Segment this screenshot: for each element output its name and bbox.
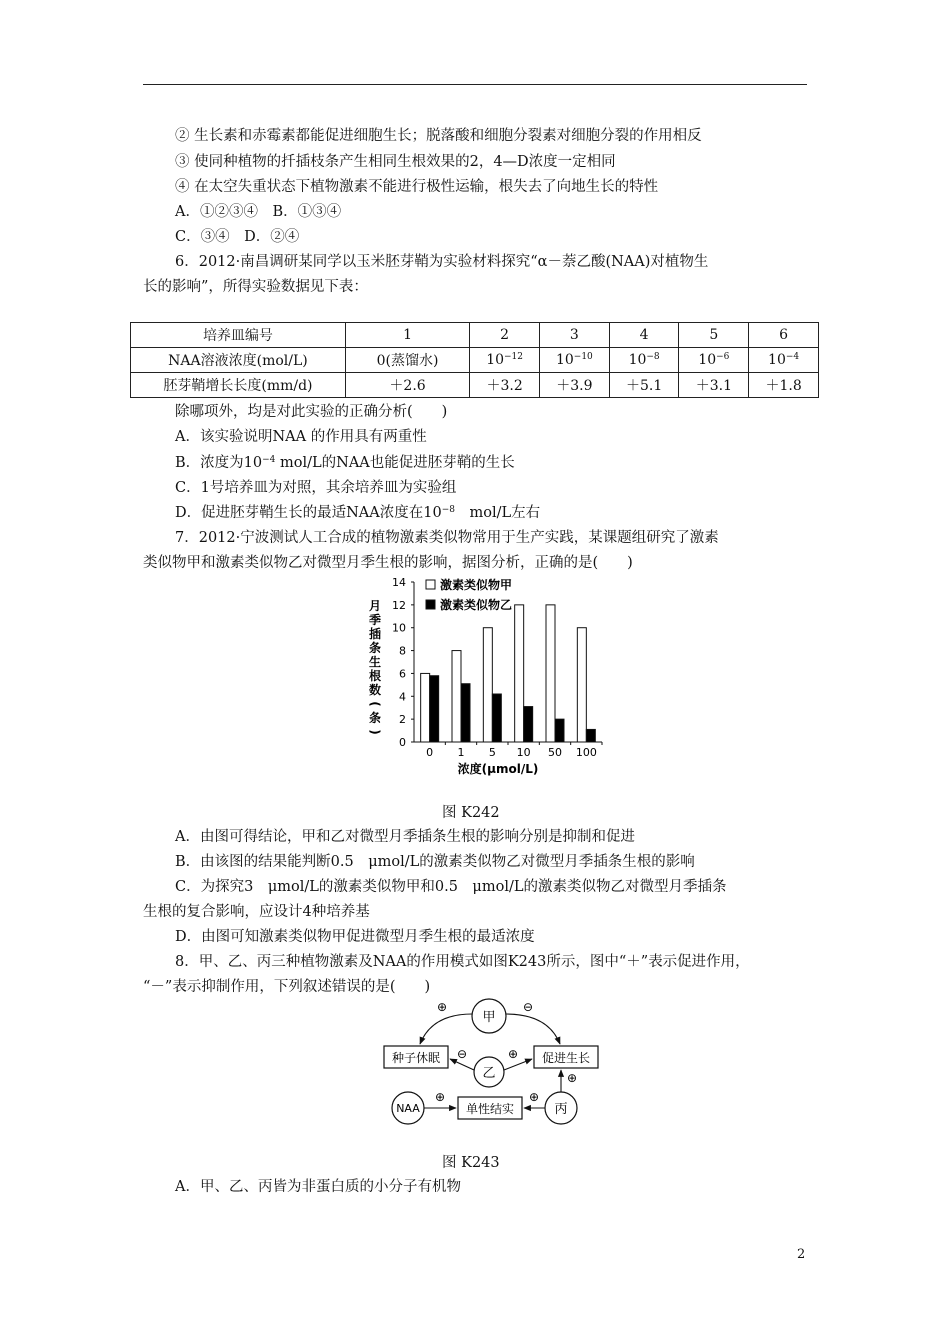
x-tick-label: 10 — [516, 746, 531, 759]
table-cell: $10^{-4}$ — [749, 348, 819, 373]
bar-yi — [430, 676, 439, 742]
y-tick-label: 8 — [399, 644, 406, 658]
table-header-cell: 1 — [345, 323, 469, 348]
x-tick-label: 100 — [575, 746, 597, 759]
table-cell: NAA溶液浓度(mol/L) — [131, 348, 346, 373]
table-header-cell: 4 — [609, 323, 679, 348]
y-tick-label: 14 — [392, 576, 406, 589]
table-cell: $10^{-10}$ — [539, 348, 609, 373]
y-axis-label-char: ) — [368, 729, 382, 735]
y-tick-label: 4 — [399, 690, 406, 704]
q8-stem-2: “－”表示抑制作用，下列叙述错误的是( ) — [143, 979, 431, 995]
y-tick-label: 10 — [392, 621, 406, 635]
q6-question: 除哪项外，均是对此实验的正确分析( ) — [175, 404, 448, 420]
legend-label: 激素类似物甲 — [440, 578, 513, 592]
q6-stem-1: 6．2012·南昌调研某同学以玉米胚芽鞘为实验材料探究“α－萘乙酸(NAA)对植物生 — [175, 254, 709, 270]
table-cell: ＋3.9 — [539, 373, 609, 398]
bar-jia — [483, 628, 492, 742]
figure-caption-k243: 图 K243 — [442, 1155, 500, 1171]
header-rule — [143, 84, 807, 85]
table-cell: $10^{-6}$ — [679, 348, 749, 373]
q7-option-a: A．由图可得结论，甲和乙对微型月季插条生根的影响分别是抑制和促进 — [175, 829, 635, 845]
sign-jia-growth: ⊖ — [522, 1000, 534, 1014]
sign-bing-growth: ⊕ — [566, 1071, 578, 1085]
table-cell: ＋2.6 — [345, 373, 469, 398]
y-axis-label-char: 条 — [368, 711, 382, 725]
sign-naa-fruit: ⊕ — [434, 1090, 446, 1104]
table-header-cell: 3 — [539, 323, 609, 348]
q7-option-c-1: C．为探究3 μmol/L的激素类似物甲和0.5 μmol/L的激素类似物乙对微型月季插条 — [175, 879, 727, 895]
growth-label: 促进生长 — [541, 1051, 591, 1065]
table-cell: $10^{-8}$ — [609, 348, 679, 373]
y-axis-label-char: ( — [368, 701, 382, 707]
naa-label: NAA — [396, 1102, 420, 1115]
table-cell: ＋3.2 — [470, 373, 540, 398]
q7-stem-1: 7．2012·宁波测试人工合成的植物激素类似物常用于生产实践，某课题组研究了激素 — [175, 530, 719, 546]
sign-yi-dormancy: ⊖ — [456, 1047, 468, 1061]
jia-label: 甲 — [482, 1010, 496, 1025]
answer-choices-ab: A．①②③④ B．①③④ — [175, 204, 342, 220]
bar-jia — [452, 651, 461, 742]
sign-jia-dormancy: ⊕ — [436, 1000, 448, 1014]
bar-jia — [421, 673, 430, 742]
rooting-bar-chart — [360, 574, 620, 784]
q7-option-c-2: 生根的复合影响，应设计4种培养基 — [143, 904, 370, 920]
table-cell: 0(蒸馏水) — [345, 348, 469, 373]
q7-option-b: B．由该图的结果能判断0.5 μmol/L的激素类似物乙对微型月季插条生根的影响 — [175, 854, 695, 870]
q6-option-a: A．该实验说明NAA 的作用具有两重性 — [175, 429, 427, 445]
table-cell: ＋3.1 — [679, 373, 749, 398]
sign-yi-growth: ⊕ — [507, 1047, 519, 1061]
legend-swatch — [426, 580, 435, 589]
bar-jia — [546, 605, 555, 742]
y-tick-label: 0 — [399, 736, 406, 749]
bar-jia — [515, 605, 524, 742]
y-tick-label: 12 — [392, 598, 406, 612]
dormancy-label: 种子休眠 — [391, 1051, 441, 1065]
q6-option-c: C．1号培养皿为对照，其余培养皿为实验组 — [175, 480, 457, 496]
q7-option-d: D．由图可知激素类似物甲促进微型月季生根的最适浓度 — [175, 929, 535, 945]
y-axis-label-char: 根 — [368, 669, 382, 683]
bar-yi — [492, 694, 501, 742]
x-axis-label: 浓度(μmol/L) — [457, 762, 539, 776]
y-axis-label-char: 条 — [368, 641, 382, 655]
legend-label: 激素类似物乙 — [440, 598, 513, 612]
yi-label: 乙 — [482, 1066, 496, 1081]
q7-stem-2: 类似物甲和激素类似物乙对微型月季生根的影响，据图分析，正确的是( ) — [143, 555, 633, 571]
table-cell: $10^{-12}$ — [470, 348, 540, 373]
page-number: 2 — [797, 1247, 806, 1262]
y-axis-label-char: 数 — [368, 683, 382, 697]
bar-yi — [461, 684, 470, 742]
table-row — [131, 323, 819, 348]
q6-option-d: D．促进胚芽鞘生长的最适NAA浓度在$10^{-8}$ mol/L左右 — [175, 505, 541, 521]
x-tick-label: 50 — [548, 746, 562, 759]
option-4: ④ 在太空失重状态下植物激素不能进行极性运输，根失去了向地生长的特性 — [175, 179, 659, 195]
q8-option-a: A．甲、乙、丙皆为非蛋白质的小分子有机物 — [175, 1179, 461, 1195]
bar-yi — [555, 719, 564, 742]
figure-caption-k242: 图 K242 — [442, 805, 500, 821]
x-tick-label: 0 — [426, 746, 434, 759]
fruit-label: 单性结实 — [465, 1102, 515, 1116]
table-header-cell: 培养皿编号 — [131, 323, 346, 348]
table-cell: ＋5.1 — [609, 373, 679, 398]
y-axis-label-char: 插 — [368, 627, 382, 641]
bing-label: 丙 — [554, 1102, 568, 1117]
y-tick-label: 6 — [399, 667, 406, 681]
q6-option-b: B．浓度为$10^{-4}$ mol/L的NAA也能促进胚芽鞘的生长 — [175, 455, 515, 471]
arrow-jia-dormancy — [420, 1014, 472, 1044]
option-2: ② 生长素和赤霉素都能促进细胞生长；脱落酸和细胞分裂素对细胞分裂的作用相反 — [175, 128, 702, 144]
table-header-cell: 5 — [679, 323, 749, 348]
option-3: ③ 使同种植物的扦插枝条产生相同生根效果的2，4—D浓度一定相同 — [175, 154, 616, 170]
table-row — [131, 348, 819, 373]
y-tick-label: 2 — [399, 713, 406, 727]
table-cell: ＋1.8 — [749, 373, 819, 398]
x-tick-label: 1 — [457, 746, 465, 759]
bar-jia — [577, 628, 586, 742]
table-row — [131, 373, 819, 398]
bar-yi — [586, 729, 595, 742]
sign-bing-fruit: ⊕ — [528, 1090, 540, 1104]
naa-data-table — [130, 322, 819, 398]
table-header-cell: 6 — [749, 323, 819, 348]
answer-choices-cd: C．③④ D．②④ — [175, 229, 300, 245]
bar-yi — [524, 707, 533, 742]
y-axis-label-char: 生 — [368, 655, 382, 669]
q6-stem-2: 长的影响”，所得实验数据见下表： — [143, 279, 368, 295]
table-header-cell: 2 — [470, 323, 540, 348]
q8-stem-1: 8．甲、乙、丙三种植物激素及NAA的作用模式如图K243所示，图中“＋”表示促进作用， — [175, 954, 750, 970]
table-cell: 胚芽鞘增长长度(mm/d) — [131, 373, 346, 398]
y-axis-label-char: 季 — [368, 613, 382, 627]
arrow-jia-growth — [506, 1014, 560, 1044]
y-axis-label-char: 月 — [368, 599, 382, 613]
hormone-interaction-diagram — [380, 996, 610, 1128]
legend-swatch — [426, 600, 435, 609]
x-tick-label: 5 — [488, 746, 496, 759]
